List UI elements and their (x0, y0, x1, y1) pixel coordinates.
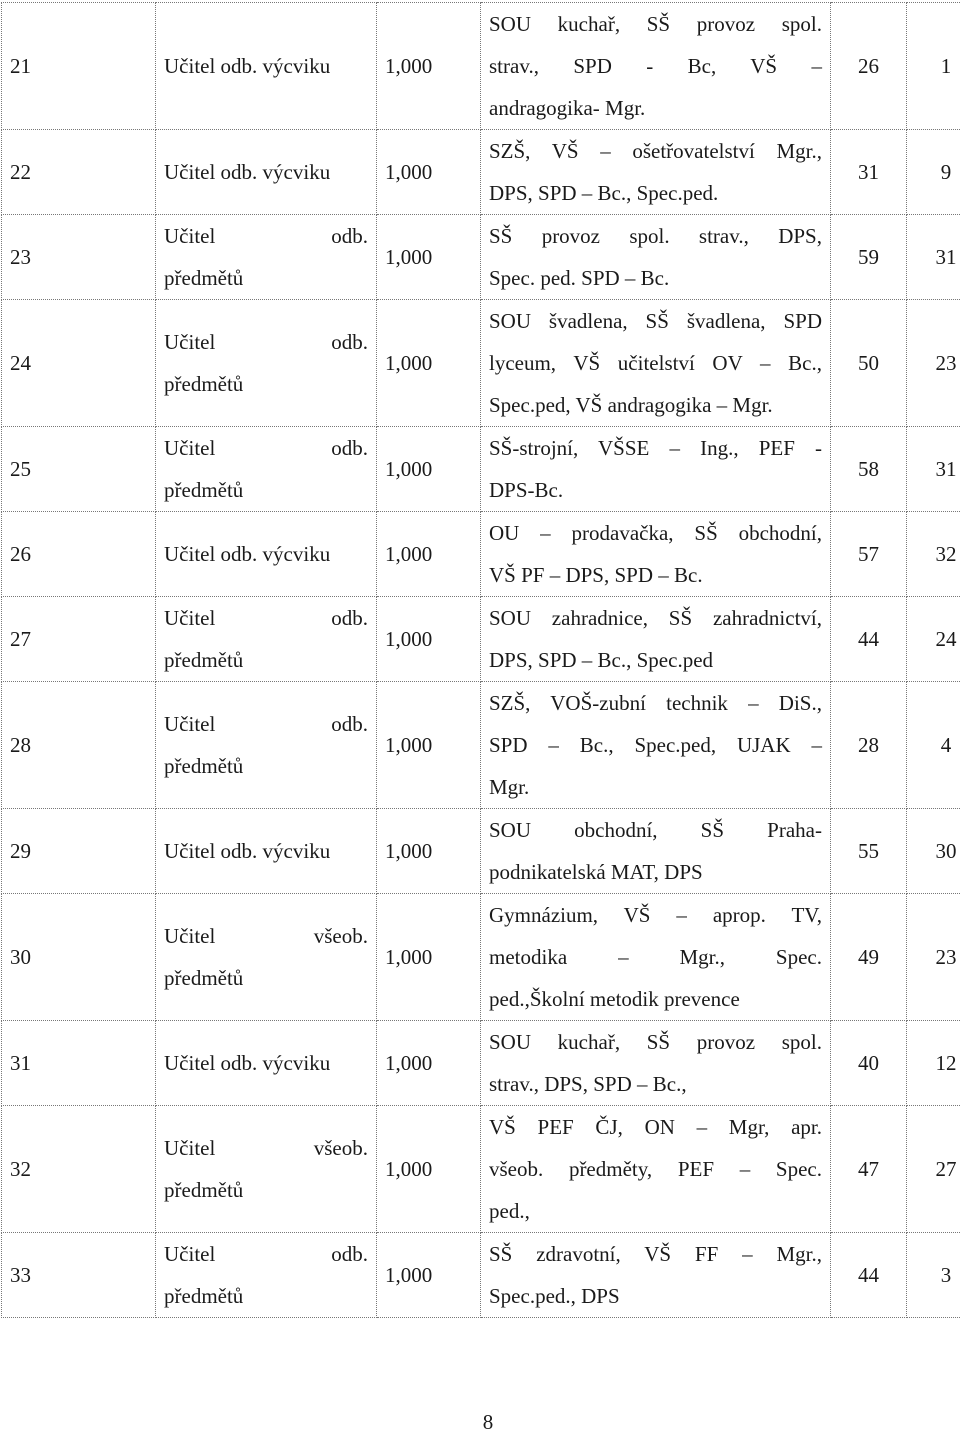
position-cell (156, 130, 377, 215)
fte-cell (377, 3, 481, 130)
table-row (2, 215, 960, 300)
row-number-cell (2, 427, 156, 512)
position-qualifier: odb. (331, 703, 368, 745)
value-a: 58 (858, 457, 879, 481)
row-number: 22 (10, 160, 31, 184)
position-cell (156, 215, 377, 300)
qualification-line: strav., DPS, SPD – Bc., (489, 1063, 822, 1105)
position-qualifier: všeob. (314, 1127, 368, 1169)
row-number-cell (2, 3, 156, 130)
value-b-cell (907, 512, 960, 597)
row-number-cell (2, 682, 156, 809)
position-word: Učitel (164, 1233, 215, 1275)
value-a-cell (831, 427, 907, 512)
position-cell (156, 809, 377, 894)
fte-value: 1,000 (385, 1157, 432, 1181)
qualification-cell (481, 894, 831, 1021)
value-a-cell (831, 597, 907, 682)
staff-table-body (2, 3, 960, 1318)
position-word: Učitel (164, 703, 215, 745)
value-a: 26 (858, 54, 879, 78)
fte-cell (377, 130, 481, 215)
value-b-cell (907, 809, 960, 894)
value-a: 40 (858, 1051, 879, 1075)
table-row (2, 427, 960, 512)
value-b-cell (907, 1021, 960, 1106)
position-subject: předmětů (164, 1169, 368, 1211)
fte-cell (377, 682, 481, 809)
position-word: Učitel (164, 597, 215, 639)
qualification-line: SOU kuchař, SŠ provoz spol. (489, 1021, 822, 1063)
row-number-cell (2, 1021, 156, 1106)
position-cell (156, 894, 377, 1021)
value-a: 55 (858, 839, 879, 863)
row-number: 29 (10, 839, 31, 863)
row-number-cell (2, 597, 156, 682)
qualification-line: SŠ provoz spol. strav., DPS, (489, 215, 822, 257)
value-b-cell (907, 427, 960, 512)
row-number-cell (2, 894, 156, 1021)
qualification-line: Spec.ped, VŠ andragogika – Mgr. (489, 384, 822, 426)
value-a-cell (831, 682, 907, 809)
qualification-line: metodika – Mgr., Spec. (489, 936, 822, 978)
row-number-cell (2, 809, 156, 894)
fte-value: 1,000 (385, 245, 432, 269)
value-b: 12 (936, 1051, 957, 1075)
fte-cell (377, 1106, 481, 1233)
position-qualifier: odb. (331, 215, 368, 257)
position-subject: předmětů (164, 257, 368, 299)
table-row (2, 597, 960, 682)
position-word: Učitel (164, 321, 215, 363)
value-a-cell (831, 300, 907, 427)
value-a-cell (831, 1021, 907, 1106)
table-row (2, 512, 960, 597)
position-title: Učitel odb. výcviku (164, 542, 330, 566)
value-b: 4 (941, 733, 952, 757)
value-b: 3 (941, 1263, 952, 1287)
position-qualifier: odb. (331, 427, 368, 469)
fte-cell (377, 300, 481, 427)
qualification-cell (481, 300, 831, 427)
qualification-line: ped.,Školní metodik prevence (489, 978, 822, 1020)
qualification-line: OU – prodavačka, SŠ obchodní, (489, 512, 822, 554)
qualification-line: SOU zahradnice, SŠ zahradnictví, (489, 597, 822, 639)
position-cell (156, 1021, 377, 1106)
fte-value: 1,000 (385, 839, 432, 863)
position-subject: předmětů (164, 363, 368, 405)
qualification-line: SZŠ, VOŠ-zubní technik – DiS., (489, 682, 822, 724)
position-cell (156, 512, 377, 597)
qualification-line: strav., SPD - Bc, VŠ – (489, 45, 822, 87)
row-number: 24 (10, 351, 31, 375)
value-a-cell (831, 215, 907, 300)
qualification-line: podnikatelská MAT, DPS (489, 851, 822, 893)
position-title: Učitel odb. výcviku (164, 54, 330, 78)
position-qualifier: odb. (331, 1233, 368, 1275)
qualification-line: SOU kuchař, SŠ provoz spol. (489, 3, 822, 45)
qualification-line: lyceum, VŠ učitelství OV – Bc., (489, 342, 822, 384)
value-a-cell (831, 1106, 907, 1233)
value-b: 31 (936, 457, 957, 481)
value-a-cell (831, 809, 907, 894)
page-number: 8 (0, 1410, 960, 1435)
table-row (2, 1106, 960, 1233)
qualification-cell (481, 809, 831, 894)
row-number-cell (2, 215, 156, 300)
position-word: Učitel (164, 427, 215, 469)
qualification-line: andragogika- Mgr. (489, 87, 822, 129)
position-subject: předmětů (164, 1275, 368, 1317)
position-subject: předmětů (164, 745, 368, 787)
value-a-cell (831, 1233, 907, 1318)
row-number-cell (2, 300, 156, 427)
fte-cell (377, 1021, 481, 1106)
fte-value: 1,000 (385, 627, 432, 651)
position-qualifier: všeob. (314, 915, 368, 957)
value-b-cell (907, 300, 960, 427)
value-a: 31 (858, 160, 879, 184)
row-number: 31 (10, 1051, 31, 1075)
table-row (2, 3, 960, 130)
qualification-cell (481, 1106, 831, 1233)
row-number: 30 (10, 945, 31, 969)
fte-cell (377, 427, 481, 512)
table-row (2, 130, 960, 215)
fte-value: 1,000 (385, 351, 432, 375)
table-row (2, 1233, 960, 1318)
table-row (2, 894, 960, 1021)
position-cell (156, 300, 377, 427)
position-word: Učitel (164, 1127, 215, 1169)
row-number: 28 (10, 733, 31, 757)
qualification-line: VŠ PEF ČJ, ON – Mgr, apr. (489, 1106, 822, 1148)
position-cell (156, 597, 377, 682)
qualification-cell (481, 427, 831, 512)
table-row (2, 1021, 960, 1106)
qualification-line: ped., (489, 1190, 822, 1232)
fte-cell (377, 1233, 481, 1318)
row-number: 23 (10, 245, 31, 269)
position-subject: předmětů (164, 639, 368, 681)
value-b-cell (907, 682, 960, 809)
value-a-cell (831, 512, 907, 597)
value-a-cell (831, 894, 907, 1021)
value-b: 23 (936, 351, 957, 375)
qualification-line: Mgr. (489, 766, 822, 808)
value-a: 59 (858, 245, 879, 269)
qualification-line: DPS, SPD – Bc., Spec.ped. (489, 172, 822, 214)
qualification-line: SOU švadlena, SŠ švadlena, SPD (489, 300, 822, 342)
value-b-cell (907, 215, 960, 300)
value-b-cell (907, 597, 960, 682)
value-a: 28 (858, 733, 879, 757)
value-a: 49 (858, 945, 879, 969)
value-a: 57 (858, 542, 879, 566)
row-number-cell (2, 512, 156, 597)
value-b-cell (907, 3, 960, 130)
value-b-cell (907, 130, 960, 215)
row-number: 32 (10, 1157, 31, 1181)
row-number-cell (2, 130, 156, 215)
qualification-cell (481, 1021, 831, 1106)
qualification-line: SŠ zdravotní, VŠ FF – Mgr., (489, 1233, 822, 1275)
fte-value: 1,000 (385, 1263, 432, 1287)
qualification-line: SOU obchodní, SŠ Praha- (489, 809, 822, 851)
fte-value: 1,000 (385, 1051, 432, 1075)
position-subject: předmětů (164, 469, 368, 511)
position-cell (156, 3, 377, 130)
value-a: 44 (858, 627, 879, 651)
staff-table (1, 2, 960, 1318)
fte-cell (377, 215, 481, 300)
fte-cell (377, 597, 481, 682)
qualification-cell (481, 130, 831, 215)
table-row (2, 682, 960, 809)
value-b: 31 (936, 245, 957, 269)
value-a-cell (831, 130, 907, 215)
position-cell (156, 682, 377, 809)
value-b: 9 (941, 160, 952, 184)
position-qualifier: odb. (331, 321, 368, 363)
qualification-line: všeob. předměty, PEF – Spec. (489, 1148, 822, 1190)
position-cell (156, 1106, 377, 1233)
fte-value: 1,000 (385, 945, 432, 969)
qualification-cell (481, 597, 831, 682)
fte-value: 1,000 (385, 457, 432, 481)
qualification-line: SZŠ, VŠ – ošetřovatelství Mgr., (489, 130, 822, 172)
value-b: 30 (936, 839, 957, 863)
row-number: 26 (10, 542, 31, 566)
value-b: 23 (936, 945, 957, 969)
qualification-line: DPS-Bc. (489, 469, 822, 511)
fte-value: 1,000 (385, 542, 432, 566)
value-a: 47 (858, 1157, 879, 1181)
qualification-line: Spec. ped. SPD – Bc. (489, 257, 822, 299)
row-number: 25 (10, 457, 31, 481)
position-subject: předmětů (164, 957, 368, 999)
row-number-cell (2, 1233, 156, 1318)
row-number: 33 (10, 1263, 31, 1287)
value-b-cell (907, 1106, 960, 1233)
qualification-line: SŠ-strojní, VŠSE – Ing., PEF - (489, 427, 822, 469)
value-a: 44 (858, 1263, 879, 1287)
position-title: Učitel odb. výcviku (164, 839, 330, 863)
value-a: 50 (858, 351, 879, 375)
qualification-line: Gymnázium, VŠ – aprop. TV, (489, 894, 822, 936)
value-b: 32 (936, 542, 957, 566)
value-b: 1 (941, 54, 952, 78)
position-title: Učitel odb. výcviku (164, 160, 330, 184)
position-qualifier: odb. (331, 597, 368, 639)
fte-value: 1,000 (385, 54, 432, 78)
row-number: 21 (10, 54, 31, 78)
qualification-cell (481, 1233, 831, 1318)
fte-cell (377, 894, 481, 1021)
position-word: Učitel (164, 215, 215, 257)
qualification-cell (481, 3, 831, 130)
value-b-cell (907, 894, 960, 1021)
qualification-line: Spec.ped., DPS (489, 1275, 822, 1317)
table-row (2, 300, 960, 427)
value-b-cell (907, 1233, 960, 1318)
position-cell (156, 427, 377, 512)
qualification-line: SPD – Bc., Spec.ped, UJAK – (489, 724, 822, 766)
position-word: Učitel (164, 915, 215, 957)
qualification-cell (481, 215, 831, 300)
qualification-line: DPS, SPD – Bc., Spec.ped (489, 639, 822, 681)
fte-cell (377, 512, 481, 597)
row-number-cell (2, 1106, 156, 1233)
qualification-line: VŠ PF – DPS, SPD – Bc. (489, 554, 822, 596)
row-number: 27 (10, 627, 31, 651)
table-row (2, 809, 960, 894)
position-cell (156, 1233, 377, 1318)
fte-cell (377, 809, 481, 894)
position-title: Učitel odb. výcviku (164, 1051, 330, 1075)
value-b: 27 (936, 1157, 957, 1181)
fte-value: 1,000 (385, 733, 432, 757)
value-b: 24 (936, 627, 957, 651)
qualification-cell (481, 512, 831, 597)
value-a-cell (831, 3, 907, 130)
fte-value: 1,000 (385, 160, 432, 184)
qualification-cell (481, 682, 831, 809)
